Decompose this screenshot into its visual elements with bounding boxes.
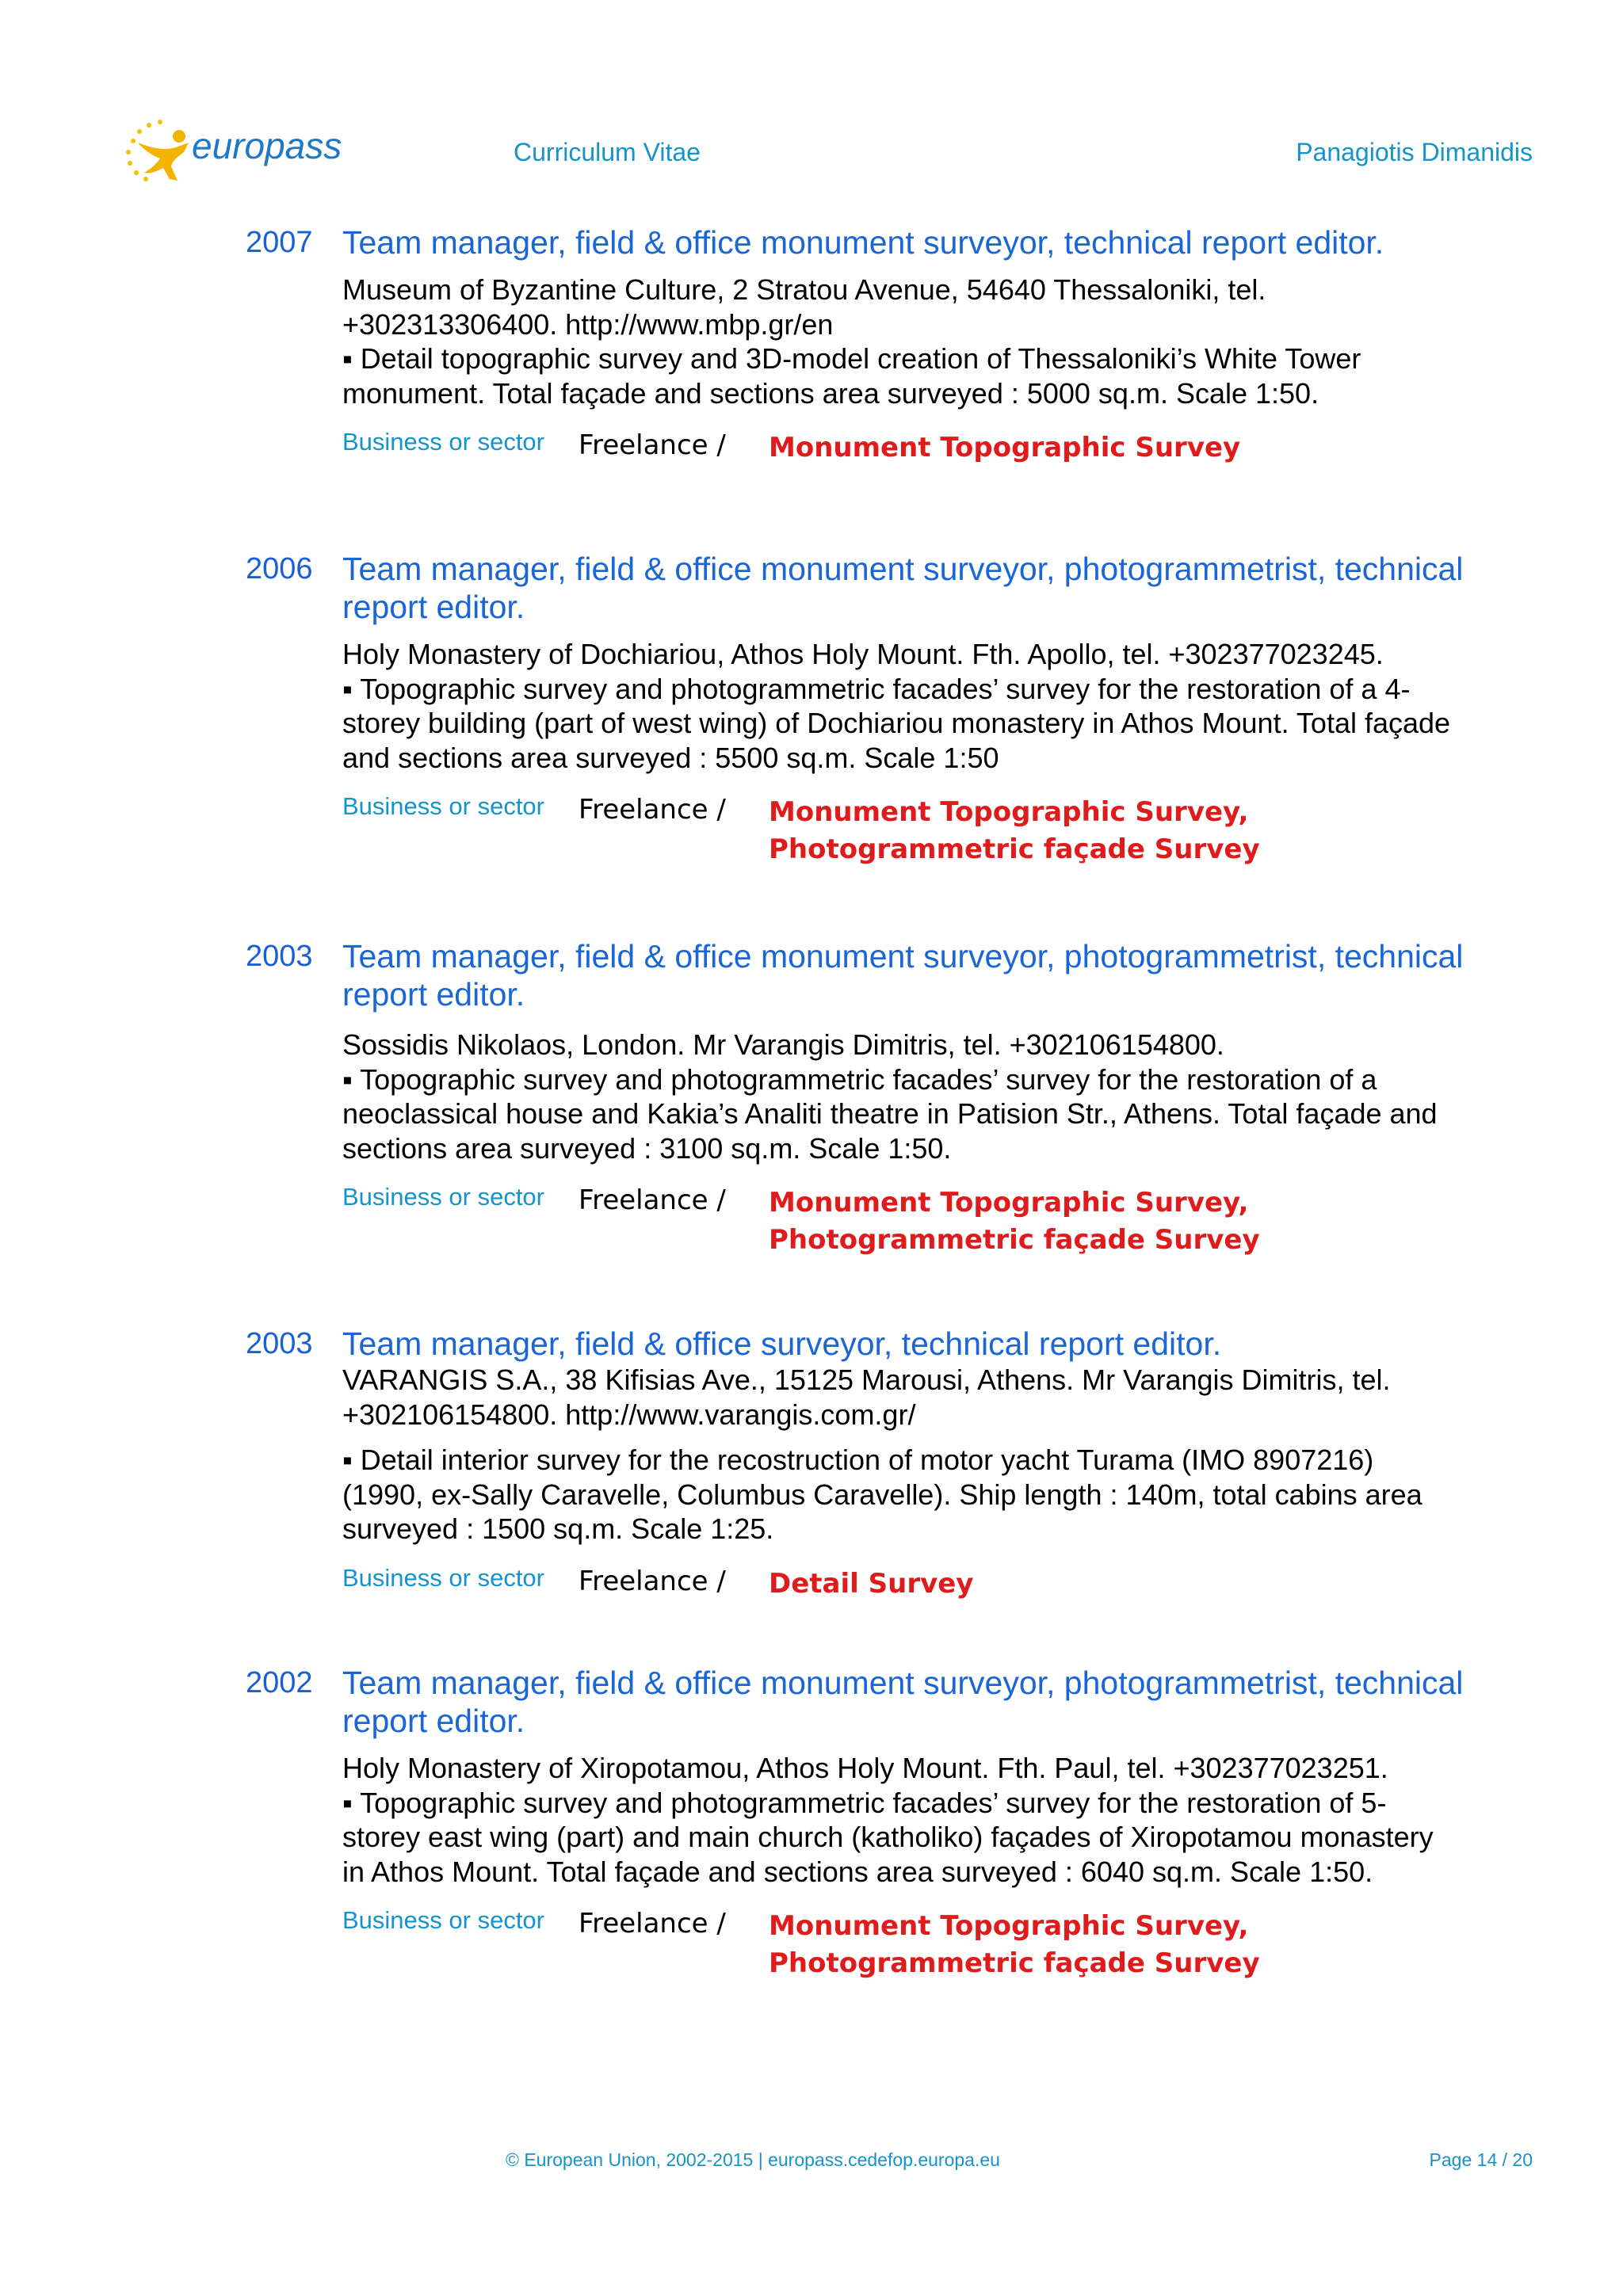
business-type: Freelance /	[579, 1184, 726, 1216]
entry-year: 2003	[246, 1327, 313, 1360]
entry-content	[342, 1325, 1537, 1643]
business-type: Freelance /	[579, 794, 726, 826]
entry-content	[342, 223, 1537, 507]
job-description: ▪ Detail interior survey for the recostruction of motor yacht Turama (IMO 8907216) (1990, ex-Sally Caravelle, Columbus Caravelle). Ship length : 140m, total cabins area surveyed : 1500 sq.m. Scale 1:25.	[342, 1444, 1423, 1545]
document-title: Curriculum Vitae	[514, 138, 701, 166]
employer-details: VARANGIS S.A., 38 Kifisias Ave., 15125 Marousi, Athens. Mr Varangis Dimitris, tel. +302106154800. http://www.varangis.com.gr/	[342, 1363, 1391, 1431]
entry-year: 2006	[246, 552, 313, 585]
business-sector-value: Detail Survey	[769, 1567, 974, 1600]
business-sector-row	[342, 1183, 1537, 1262]
job-title: Team manager, field & office monument surveyor, technical report editor.	[342, 224, 1384, 261]
entry-content	[342, 1664, 1537, 1985]
business-sector-value: Monument Topographic Survey, Photogrammetric façade Survey	[769, 1910, 1260, 1979]
business-sector-row	[342, 1564, 1537, 1643]
business-sector-row	[342, 1906, 1537, 1985]
europass-logo	[116, 111, 346, 187]
person-name: Panagiotis Dimanidis	[1296, 138, 1533, 166]
entry-content	[342, 937, 1537, 1262]
business-sector-value: Monument Topographic Survey, Photogrammetric façade Survey	[769, 796, 1260, 865]
business-sector-label: Business or sector	[342, 428, 544, 456]
entry-content	[342, 550, 1537, 871]
employer-details: Sossidis Nikolaos, London. Mr Varangis Dimitris, tel. +302106154800.	[342, 1028, 1224, 1061]
business-type: Freelance /	[579, 429, 726, 461]
business-sector-label: Business or sector	[342, 1183, 544, 1211]
business-sector-value: Monument Topographic Survey	[769, 432, 1241, 463]
job-title: Team manager, field & office monument surveyor, photogrammetrist, technical report editor.	[342, 938, 1464, 1013]
employer-details: Holy Monastery of Xiropotamou, Athos Holy Mount. Fth. Paul, tel. +302377023251.	[342, 1752, 1388, 1784]
job-title: Team manager, field & office monument surveyor, photogrammetrist, technical report editor.	[342, 1665, 1464, 1739]
business-sector-row	[342, 428, 1537, 507]
business-type: Freelance /	[579, 1908, 726, 1939]
business-type: Freelance /	[579, 1565, 726, 1597]
entry-year: 2007	[246, 226, 313, 259]
job-description: ▪ Topographic survey and photogrammetric facades’ survey for the restoration of a neoclassical house and Kakia’s Analiti theatre in Patision Str., Athens. Total façade and sections area surveyed : 3100 sq.m. Scale 1:50.	[342, 1062, 1438, 1165]
footer-copyright: © European Union, 2002-2015 | europass.cedefop.europa.eu	[506, 2149, 1000, 2170]
job-description: ▪ Topographic survey and photogrammetric facades’ survey for the restoration of a 4- storey building (part of west wing) of Dochiariou monastery in Athos Mount. Total façade and sections area surveyed : 5500 sq.m. Scale 1:50	[342, 672, 1451, 774]
business-sector-label: Business or sector	[342, 1906, 544, 1934]
svg-text:europass: europass	[192, 125, 342, 166]
job-title: Team manager, field & office surveyor, technical report editor.	[342, 1325, 1222, 1362]
job-description: ▪ Topographic survey and photogrammetric facades’ survey for the restoration of 5- storey east wing (part) and main church (katholiko) façades of Xiropotamou monastery in Athos Mount. Total façade and sections area surveyed : 6040 sq.m. Scale 1:50.	[342, 1786, 1434, 1888]
entry-year: 2003	[246, 940, 313, 973]
job-title: Team manager, field & office monument surveyor, photogrammetrist, technical report editor.	[342, 551, 1464, 625]
job-description: ▪ Detail topographic survey and 3D-model creation of Thessaloniki’s White Tower monument. Total façade and sections area surveyed : 5000 sq.m. Scale 1:50.	[342, 342, 1361, 410]
employer-details: Museum of Byzantine Culture, 2 Stratou Avenue, 54640 Thessaloniki, tel. +302313306400. http://www.mbp.gr/en	[342, 273, 1266, 341]
page-number: Page 14 / 20	[1429, 2149, 1533, 2170]
business-sector-value: Monument Topographic Survey, Photogrammetric façade Survey	[769, 1187, 1260, 1256]
employer-details: Holy Monastery of Dochiariou, Athos Holy Mount. Fth. Apollo, tel. +302377023245.	[342, 638, 1384, 670]
business-sector-row	[342, 792, 1537, 871]
business-sector-label: Business or sector	[342, 1563, 544, 1592]
entry-year: 2002	[246, 1666, 313, 1699]
business-sector-label: Business or sector	[342, 792, 544, 820]
